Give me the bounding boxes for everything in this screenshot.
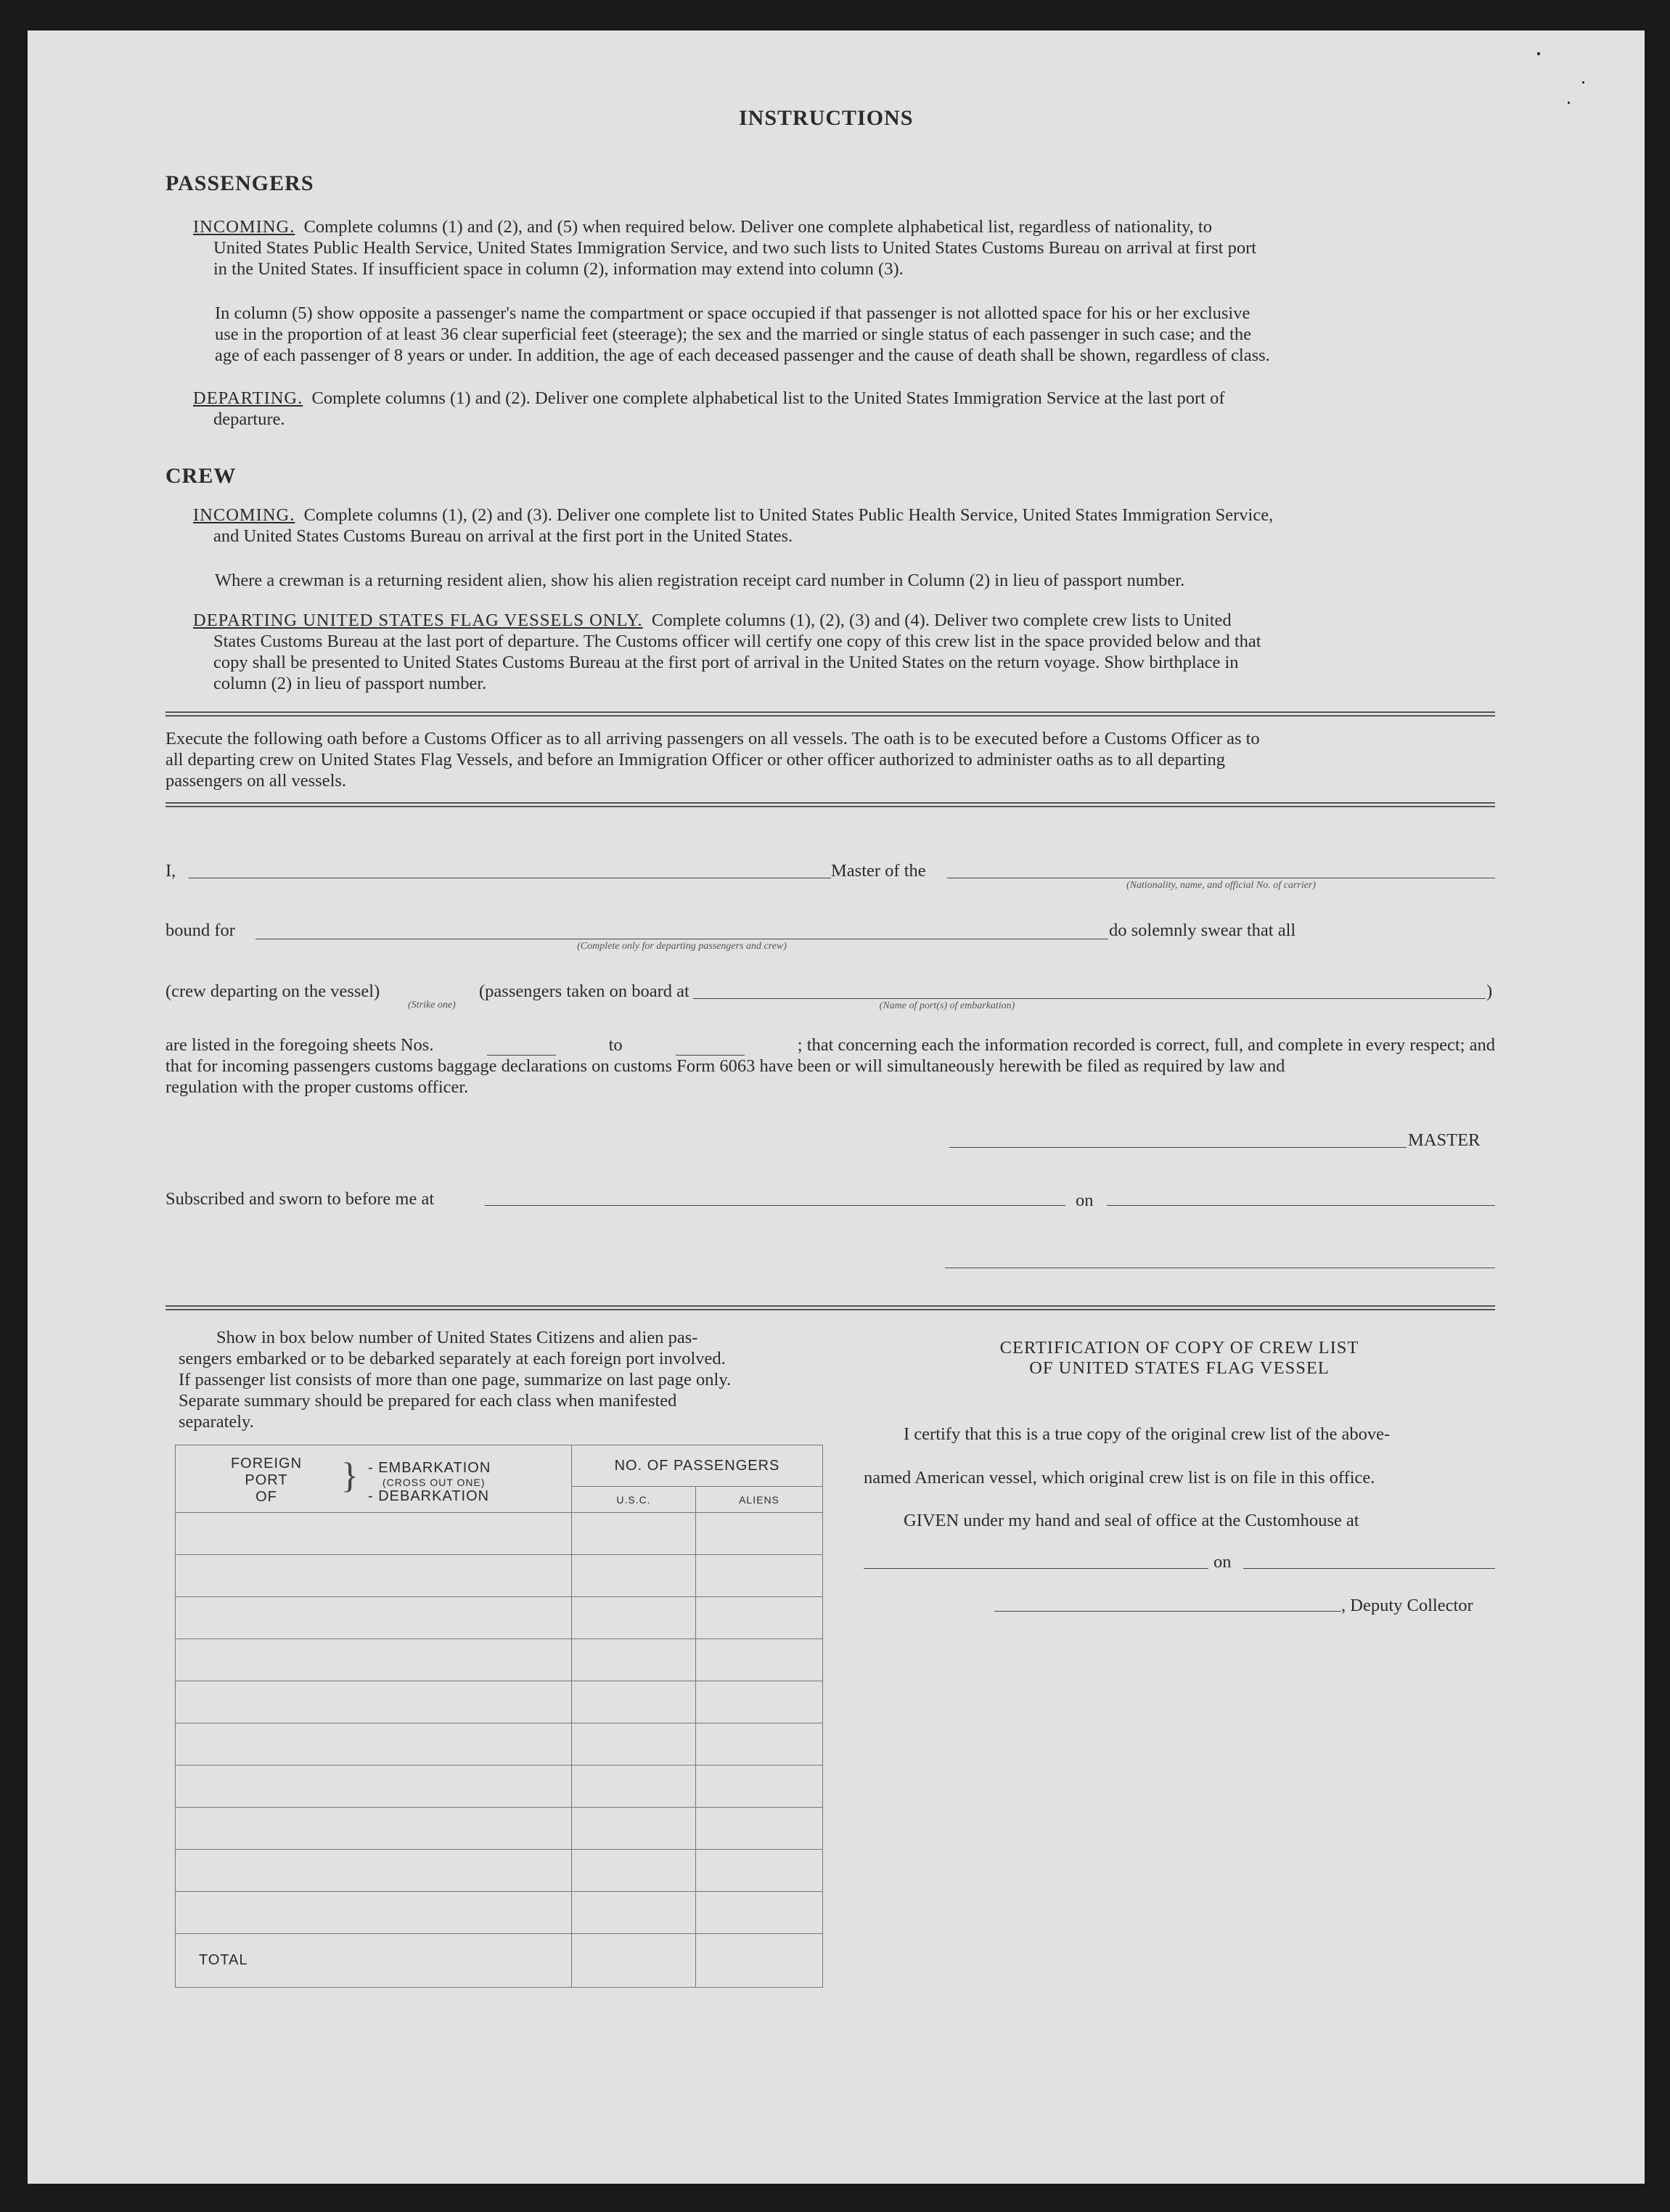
listed-text-a: are listed in the foregoing sheets Nos. xyxy=(165,1035,434,1055)
aliens-cell[interactable] xyxy=(696,1597,823,1639)
crew-incoming-text-2: and United States Customs Bureau on arrival at the first port in the United States. xyxy=(213,526,793,546)
aliens-cell[interactable] xyxy=(696,1555,823,1597)
port-cell[interactable] xyxy=(176,1597,572,1639)
customhouse-field[interactable] xyxy=(864,1568,1208,1569)
scan-speck xyxy=(1582,81,1584,83)
carrier-hint: (Nationality, name, and official No. of carrier) xyxy=(1126,880,1316,891)
passengers-incoming-text-2: United States Public Health Service, United States Immigration Service, and two such lists to United States Customs Bureau on arrival at first port xyxy=(213,238,1257,258)
sworn-place-field[interactable] xyxy=(485,1205,1065,1206)
cert-title-1: CERTIFICATION OF COPY OF CREW LIST xyxy=(999,1338,1359,1358)
port-cell[interactable] xyxy=(176,1681,572,1723)
passengers-incoming-paragraph xyxy=(193,216,1495,279)
summary-text-2: sengers embarked or to be debarked separately at each foreign port involved. xyxy=(179,1349,726,1368)
usc-cell[interactable] xyxy=(572,1766,696,1808)
usc-header: U.S.C. xyxy=(572,1487,696,1513)
sworn-on-label: on xyxy=(1076,1191,1094,1210)
crew-incoming-paragraph xyxy=(193,505,1495,547)
aliens-cell[interactable] xyxy=(696,1681,823,1723)
cert-text-2: named American vessel, which original crew list is on file in this office. xyxy=(864,1468,1375,1487)
passengers-departing-paragraph xyxy=(193,388,1495,430)
col-debark: - DEBARKATION xyxy=(368,1488,490,1504)
no-passengers-header: NO. OF PASSENGERS xyxy=(572,1445,823,1487)
summary-text-4: Separate summary should be prepared for each class when manifested xyxy=(179,1391,677,1411)
bound-for-label: bound for xyxy=(165,921,235,940)
passengers-taken-option: (passengers taken on board at xyxy=(479,981,689,1001)
usc-cell[interactable] xyxy=(572,1850,696,1892)
total-usc-cell[interactable] xyxy=(572,1934,696,1988)
usc-cell[interactable] xyxy=(572,1639,696,1681)
summary-paragraph xyxy=(179,1327,819,1432)
usc-cell[interactable] xyxy=(572,1723,696,1766)
crew-departing-label: DEPARTING UNITED STATES FLAG VESSELS ONLY. xyxy=(193,611,643,630)
sheet-from-field[interactable] xyxy=(487,1039,556,1056)
ports-hint: (Name of port(s) of embarkation) xyxy=(879,1000,1015,1011)
port-cell[interactable] xyxy=(176,1555,572,1597)
sheet-to-field[interactable] xyxy=(676,1039,745,1056)
passengers-heading: PASSENGERS xyxy=(165,171,314,195)
aliens-cell[interactable] xyxy=(696,1892,823,1934)
cert-text-1: I certify that this is a true copy of the original crew list of the above- xyxy=(904,1424,1391,1444)
usc-cell[interactable] xyxy=(572,1892,696,1934)
double-rule-3 xyxy=(165,1305,1495,1310)
listed-text-b: ; that concerning each the information recorded is correct, full, and complete in every respect; and xyxy=(797,1035,1495,1055)
oath-intro-paragraph xyxy=(165,728,1495,791)
master-signature-field[interactable] xyxy=(949,1147,1407,1148)
summary-text-3: If passenger list consists of more than one page, summarize on last page only. xyxy=(179,1370,732,1389)
foreign-port-header xyxy=(176,1445,572,1513)
col-port: PORT xyxy=(245,1472,288,1488)
listed-text-2: that for incoming passengers customs baggage declarations on customs Form 6063 have been or will simultaneously herewith be filed as required by law and xyxy=(165,1056,1285,1076)
port-cell[interactable] xyxy=(176,1850,572,1892)
port-cell[interactable] xyxy=(176,1766,572,1808)
usc-cell[interactable] xyxy=(572,1808,696,1850)
oath-intro-line-2: all departing crew on United States Flag Vessels, and before an Immigration Officer or other officer authorized to administer oaths as to all departing xyxy=(165,750,1226,770)
listed-to: to xyxy=(608,1035,623,1055)
sworn-date-field[interactable] xyxy=(1107,1205,1495,1206)
passengers-departing-text-2: departure. xyxy=(213,409,285,429)
brace-icon: } xyxy=(341,1455,359,1495)
embarkation-ports-field[interactable] xyxy=(693,998,1486,999)
aliens-cell[interactable] xyxy=(696,1766,823,1808)
port-cell[interactable] xyxy=(176,1639,572,1681)
total-aliens-cell[interactable] xyxy=(696,1934,823,1988)
crew-heading: CREW xyxy=(165,464,237,488)
master-of-label: Master of the xyxy=(831,861,926,881)
port-cell[interactable] xyxy=(176,1513,572,1555)
strike-one-hint: (Strike one) xyxy=(408,1000,456,1011)
aliens-cell[interactable] xyxy=(696,1723,823,1766)
crew-resident-text: Where a crewman is a returning resident alien, show his alien registration receipt card number in Column (2) in lieu of passport number. xyxy=(215,571,1185,590)
double-rule-2 xyxy=(165,802,1495,807)
passengers-col5-paragraph xyxy=(215,303,1495,366)
passengers-incoming-text-1: Complete columns (1) and (2), and (5) when required below. Deliver one complete alphabetical list, regardless of nationality, to xyxy=(303,217,1212,237)
listed-text-3: regulation with the proper customs officer. xyxy=(165,1077,469,1097)
crew-incoming-label: INCOMING. xyxy=(193,505,295,525)
oath-intro-line-3: passengers on all vessels. xyxy=(165,771,347,791)
oath-i-label: I, xyxy=(165,861,176,881)
usc-cell[interactable] xyxy=(572,1681,696,1723)
usc-cell[interactable] xyxy=(572,1597,696,1639)
col-cross: (CROSS OUT ONE) xyxy=(382,1477,486,1488)
crew-incoming-text-1: Complete columns (1), (2) and (3). Deliver one complete list to United States Public Health Service, United States Immigration Service, xyxy=(303,505,1274,525)
port-cell[interactable] xyxy=(176,1808,572,1850)
aliens-header: ALIENS xyxy=(696,1487,823,1513)
col-foreign: FOREIGN xyxy=(230,1456,303,1472)
port-cell[interactable] xyxy=(176,1723,572,1766)
subscribed-label: Subscribed and sworn to before me at xyxy=(165,1189,435,1209)
passengers-departing-label: DEPARTING. xyxy=(193,388,303,408)
usc-cell[interactable] xyxy=(572,1513,696,1555)
summary-text-5: separately. xyxy=(179,1412,254,1432)
scan-speck xyxy=(1537,52,1540,55)
crew-departing-option: (crew departing on the vessel) xyxy=(165,981,380,1001)
passengers-incoming-label: INCOMING. xyxy=(193,217,295,237)
usc-cell[interactable] xyxy=(572,1555,696,1597)
crew-departing-paragraph xyxy=(193,610,1495,694)
col-embark: - EMBARKATION xyxy=(368,1460,491,1476)
passengers-incoming-text-3: in the United States. If insufficient space in column (2), information may extend into column (3). xyxy=(213,259,904,279)
swear-text: do solemnly swear that all xyxy=(1109,921,1296,940)
crew-departing-text-2: States Customs Bureau at the last port of departure. The Customs officer will certify one copy of this crew list in the space provided below and that xyxy=(213,632,1261,651)
total-label: TOTAL xyxy=(176,1934,572,1988)
scan-speck xyxy=(1568,102,1570,104)
oath-listed-paragraph xyxy=(165,1034,1495,1098)
crew-departing-text-4: column (2) in lieu of passport number. xyxy=(213,674,487,693)
master-label: MASTER xyxy=(1408,1130,1481,1150)
passengers-col5-text-3: age of each passenger of 8 years or under. In addition, the age of each deceased passenger and the cause of death shall be shown, regardless of class. xyxy=(215,346,1270,365)
summary-text-1: Show in box below number of United States Citizens and alien pas- xyxy=(216,1328,698,1347)
bound-for-hint: (Complete only for departing passengers and crew) xyxy=(577,941,787,952)
close-paren: ) xyxy=(1486,981,1493,1001)
passengers-col5-text-1: In column (5) show opposite a passenger's name the compartment or space occupied if that passenger is not allotted space for his or her exclusive xyxy=(215,303,1251,323)
cert-title-2: OF UNITED STATES FLAG VESSEL xyxy=(1029,1358,1330,1378)
passengers-col5-text-2: use in the proportion of at least 36 clear superficial feet (steerage); the sex and the married or single status of each passenger in such case; and the xyxy=(215,325,1251,344)
cert-on-label: on xyxy=(1213,1552,1232,1572)
certification-title xyxy=(864,1338,1495,1379)
deputy-signature-field[interactable] xyxy=(994,1611,1341,1612)
cert-text-3: GIVEN under my hand and seal of office at the Customhouse at xyxy=(904,1511,1359,1530)
oath-intro-line-1: Execute the following oath before a Customs Officer as to all arriving passengers on all vessels. The oath is to be executed before a Customs Officer as to xyxy=(165,729,1260,748)
cert-date-field[interactable] xyxy=(1243,1568,1495,1569)
crew-departing-text-3: copy shall be presented to United States Customs Bureau at the first port of arrival in the United States on the return voyage. Show birthplace in xyxy=(213,653,1239,672)
crew-departing-text-1: Complete columns (1), (2), (3) and (4). Deliver two complete crew lists to United xyxy=(651,611,1232,630)
col-of: OF xyxy=(255,1489,277,1505)
port-cell[interactable] xyxy=(176,1892,572,1934)
passenger-summary-table xyxy=(175,1445,823,1988)
aliens-cell[interactable] xyxy=(696,1639,823,1681)
page-title: INSTRUCTIONS xyxy=(739,106,914,130)
aliens-cell[interactable] xyxy=(696,1513,823,1555)
aliens-cell[interactable] xyxy=(696,1808,823,1850)
passengers-departing-text-1: Complete columns (1) and (2). Deliver one complete alphabetical list to the United States Immigration Service at the last port of xyxy=(311,388,1225,408)
deputy-collector-label: , Deputy Collector xyxy=(1341,1596,1473,1615)
aliens-cell[interactable] xyxy=(696,1850,823,1892)
double-rule-1 xyxy=(165,711,1495,717)
